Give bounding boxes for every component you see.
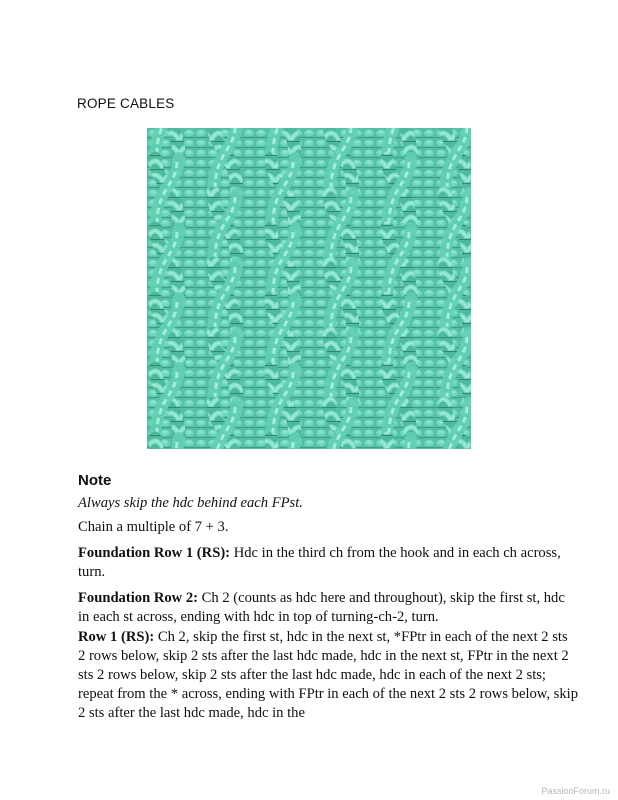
row-1 [78, 628, 578, 723]
page-title: ROPE CABLES [77, 96, 175, 111]
foundation-row-1-text: Hdc in the third ch from the hook and in each ch across, turn. [78, 545, 561, 580]
note-text: Always skip the hdc behind each FPst. [78, 495, 303, 511]
foundation-row-2 [78, 589, 578, 627]
row-1-label: Row 1 (RS): [78, 629, 155, 645]
foundation-row-2-text: Ch 2 (counts as hdc here and throughout), skip the first st, hdc in each st across, ending with hdc in top of turning-ch-2, turn. [78, 590, 565, 625]
foundation-row-2-label: Foundation Row 2: [78, 590, 199, 606]
crochet-swatch-image [147, 128, 471, 449]
foundation-row-1-label: Foundation Row 1 (RS): [78, 545, 231, 561]
note-heading: Note [78, 472, 112, 489]
watermark: PassionForum.ru [541, 786, 610, 796]
foundation-row-1 [78, 544, 578, 582]
chain-instruction: Chain a multiple of 7 + 3. [78, 519, 229, 535]
swatch-illustration [147, 128, 471, 449]
row-1-text: Ch 2, skip the first st, hdc in the next st, *FPtr in each of the next 2 sts 2 rows below, skip 2 sts after the last hdc made, hdc in the next st, FPtr in the next 2 sts 2 rows below, skip 2 sts after the last hdc made, hdc in each of the next 2 sts; repeat from the * across, ending with FPtr in each of the next 2 sts 2 rows below, skip 2 sts after the last hdc made, hdc in the [78, 629, 579, 721]
